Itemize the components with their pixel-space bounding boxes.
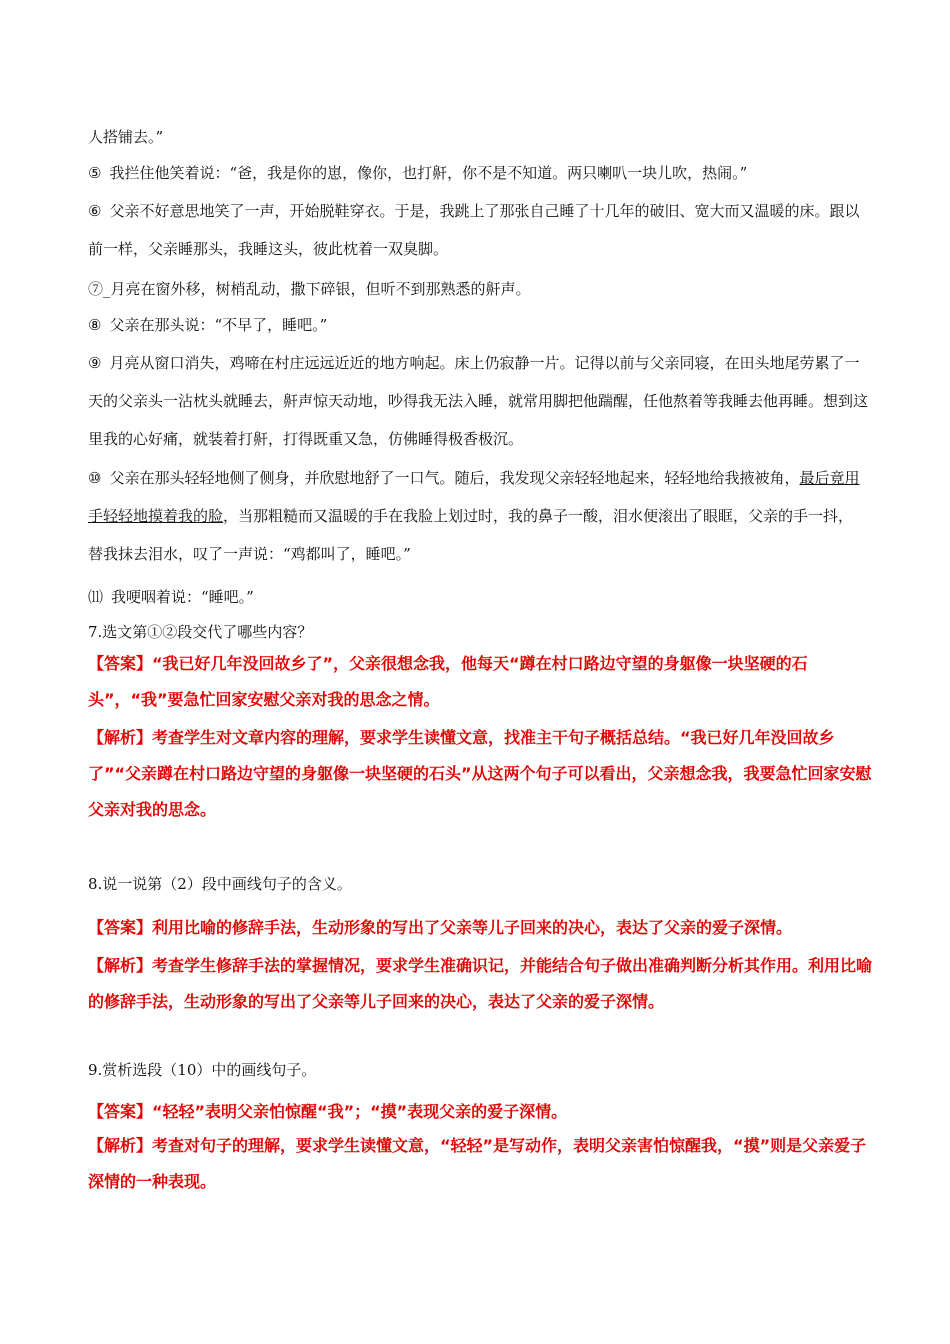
analysis-text: 考查对句子的理解，要求学生读懂文意，“轻轻”是写动作，表明父亲害怕惊醒我，“摸”则是父亲爱子深情的一种表现。 bbox=[88, 1136, 867, 1191]
question-8-analysis bbox=[88, 948, 878, 1020]
answer-tag: 【答案】 bbox=[88, 918, 153, 937]
answer-tag: 【答案】 bbox=[88, 1102, 153, 1121]
question-7-answer bbox=[88, 646, 878, 718]
question-7-analysis bbox=[88, 720, 878, 828]
paragraph-number: ⑾ bbox=[88, 588, 104, 606]
paragraph-9 bbox=[88, 344, 868, 458]
question-9-answer bbox=[88, 1094, 878, 1130]
answer-text: 利用比喻的修辞手法，生动形象的写出了父亲等儿子回来的决心，表达了父亲的爱子深情。 bbox=[152, 918, 793, 937]
paragraph-text: 我哽咽着说：“睡吧。” bbox=[111, 588, 254, 606]
question-9: 9.赏析选段（10）中的画线句子。 bbox=[88, 1061, 317, 1079]
analysis-tag: 【解析】 bbox=[88, 956, 153, 975]
paragraph-text: 父亲在那头说：“不早了，睡吧。” bbox=[109, 316, 328, 334]
paragraph-text: ，当那粗糙而又温暖的手在我脸上划过时，我的鼻子一酸，泪水便滚出了眼眶，父亲的手一抖，替我抹去泪水，叹了一声说：“鸡都叫了，睡吧。” bbox=[88, 507, 854, 563]
analysis-text: 考查学生修辞手法的掌握情况，要求学生准确识记，并能结合句子做出准确判断分析其作用。利用比喻的修辞手法，生动形象的写出了父亲等儿子回来的决心，表达了父亲的爱子深情。 bbox=[88, 956, 873, 1011]
paragraph-11 bbox=[88, 578, 868, 616]
paragraph-8 bbox=[88, 306, 868, 344]
paragraph-number: ⑧ bbox=[88, 316, 102, 334]
paragraph-4-end bbox=[88, 118, 868, 156]
answer-tag: 【答案】 bbox=[88, 654, 153, 673]
paragraph-text: 我拦住他笑着说：“爸，我是你的崽，像你，也打鼾，你不是不知道。两只喇叭一块儿吹，热闹。” bbox=[109, 164, 748, 182]
question-8-answer bbox=[88, 910, 878, 946]
question-9-analysis bbox=[88, 1128, 878, 1200]
answer-text: “我已好几年没回故乡了”，父亲很想念我，他每天“蹲在村口路边守望的身躯像一块坚硬的石头”，“我”要急忙回家安慰父亲对我的思念之情。 bbox=[88, 654, 808, 709]
question-8: 8.说一说第（2）段中画线句子的含义。 bbox=[88, 875, 352, 893]
answer-text: “轻轻”表明父亲怕惊醒“我”；“摸”表现父亲的爱子深情。 bbox=[152, 1102, 568, 1121]
paragraph-10 bbox=[88, 459, 868, 573]
paragraph-text: 父亲不好意思地笑了一声，开始脱鞋穿衣。于是，我跳上了那张自己睡了十几年的破旧、宽大而又温暖的床。跟以前一样，父亲睡那头，我睡这头，彼此枕着一双臭脚。 bbox=[88, 202, 860, 258]
analysis-tag: 【解析】 bbox=[88, 728, 153, 747]
paragraph-6 bbox=[88, 192, 868, 268]
paragraph-5 bbox=[88, 154, 868, 192]
analysis-text: 考查学生对文章内容的理解，要求学生读懂文意，找准主干句子概括总结。“我已好几年没回故乡了”“父亲蹲在村口路边守望的身躯像一块坚硬的石头”从这两个句子可以看出，父亲想念我，我要急忙回家安慰父亲对我的思念。 bbox=[88, 728, 872, 819]
paragraph-7 bbox=[88, 270, 868, 308]
paragraph-text: 人搭铺去。” bbox=[88, 128, 164, 146]
analysis-tag: 【解析】 bbox=[88, 1136, 153, 1155]
paragraph-number: ⑥ bbox=[88, 202, 102, 220]
paragraph-number: ⑤ bbox=[88, 164, 102, 182]
paragraph-number: ⑩ bbox=[88, 469, 102, 487]
underlined-sentence: 最后竟用手轻轻地摸着我的脸 bbox=[88, 469, 860, 525]
paragraph-text: 父亲在那头轻轻地侧了侧身，并欣慰地舒了一口气。随后，我发现父亲轻轻地起来，轻轻地给我掖被角， bbox=[109, 469, 800, 487]
paragraph-text: ⑦_月亮在窗外移，树梢乱动，撒下碎银，但听不到那熟悉的鼾声。 bbox=[88, 280, 531, 298]
question-7: 7.选文第①②段交代了哪些内容？ bbox=[88, 623, 313, 641]
paragraph-number: ⑨ bbox=[88, 354, 102, 372]
paragraph-text: 月亮从窗口消失，鸡啼在村庄远远近近的地方响起。床上仍寂静一片。记得以前与父亲同寝，在田头地尾劳累了一天的父亲头一沾枕头就睡去，鼾声惊天动地，吵得我无法入睡，就常用脚把他踹醒，任他熬着等我睡去他再睡。想到这里我的心好痛，就装着打鼾，打得既重又急，仿佛睡得极香极沉。 bbox=[88, 354, 869, 448]
